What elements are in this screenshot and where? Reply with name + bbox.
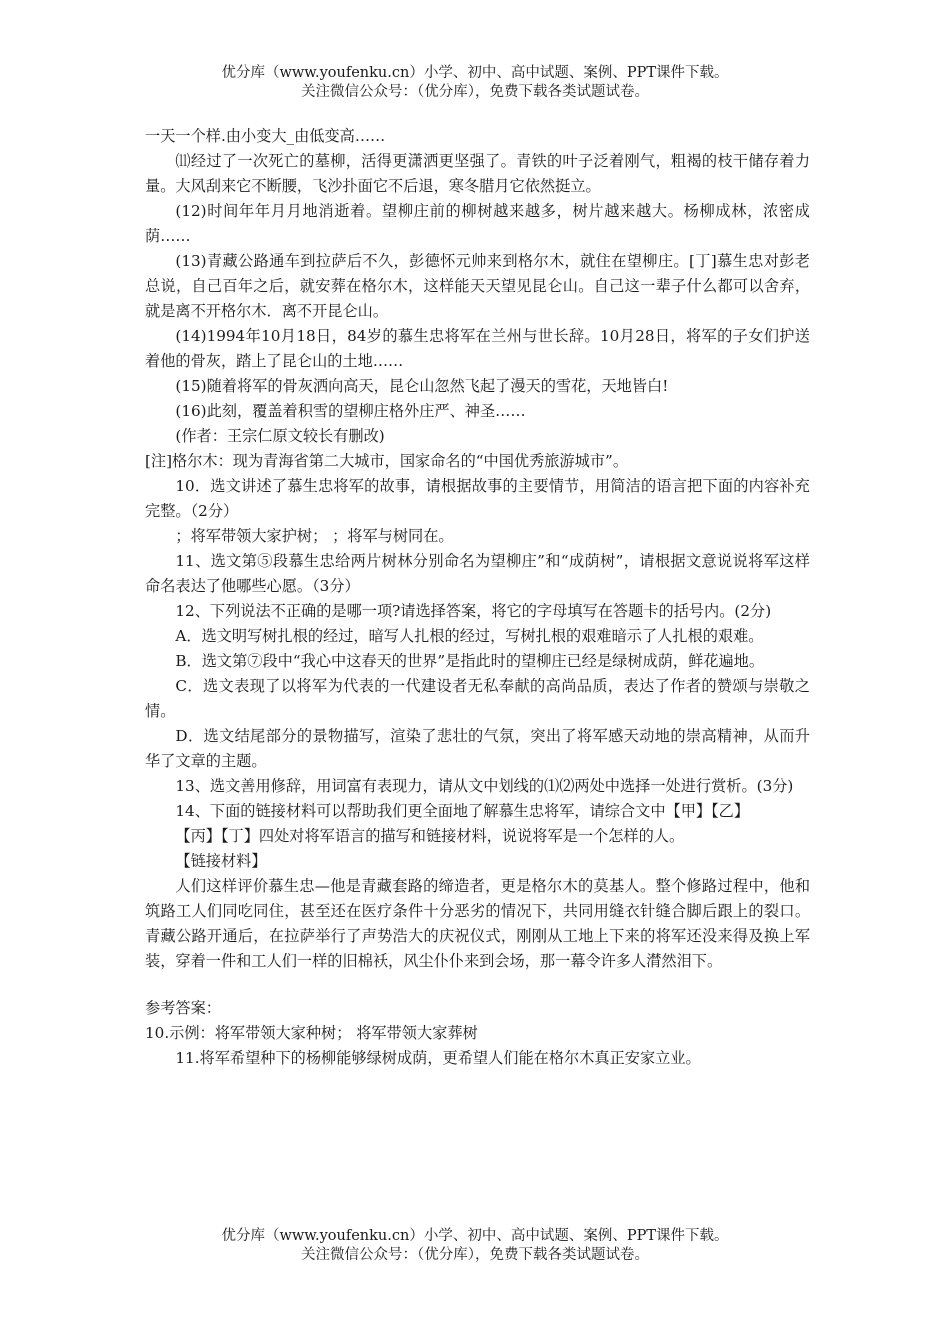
page-footer xyxy=(0,1227,950,1265)
answers-title: 参考答案： xyxy=(145,999,221,1017)
header-line-1: 优分库（www.youfenku.cn）小学、初中、高中试题、案例、PPT课件下载。 xyxy=(221,65,729,81)
question-12-option-c: C．选文表现了以将军为代表的一代建设者无私奉献的高尚品质，表达了作者的赞颂与崇敬之情。 xyxy=(145,677,810,720)
passage-paragraph-15: (15)随着将军的骨灰洒向高天，昆仑山忽然飞起了漫天的雪花，天地皆白! xyxy=(175,377,669,395)
header-line-2: 关注微信公众号：（优分库），免费下载各类试题试卷。 xyxy=(301,84,649,100)
link-material-title: 【链接材料】 xyxy=(175,852,267,870)
passage-paragraph-11: ⑾经过了一次死亡的墓柳，活得更潇洒更坚强了。青铁的叶子泛着刚气，粗褐的枝干储存着力量。大风刮来它不断腰，飞沙扑面它不后退，寒冬腊月它依然挺立。 xyxy=(145,152,810,195)
answer-11: 11.将军希望种下的杨柳能够绿树成荫，更希望人们能在格尔木真正安家立业。 xyxy=(175,1049,701,1067)
passage-paragraph-13: (13)青藏公路通车到拉萨后不久，彭德怀元帅来到格尔木，就住在望柳庄。[丁]慕生忠对彭老总说，自己百年之后，就安葬在格尔木，这样能天天望见昆仑山。自己这一辈子什么都可以舍弃，就是离不开格尔木．离不开昆仑山。 xyxy=(145,252,810,320)
passage-paragraph-14: (14)1994年10月18日，84岁的慕生忠将军在兰州与世长辞。10月28日，将军的子女们护送着他的骨灰，踏上了昆仑山的土地…… xyxy=(145,327,810,370)
passage-paragraph-16: (16)此刻，覆盖着积雪的望柳庄格外庄严、神圣…… xyxy=(175,402,526,420)
question-12-option-a: A．选文明写树扎根的经过，暗写人扎根的经过，写树扎根的艰难暗示了人扎根的艰难。 xyxy=(175,627,764,645)
question-11: 11、选文第⑤段慕生忠给两片树林分别命名为望柳庄”和“成荫树”，请根据文意说说将军这样命名表达了他哪些心愿。（3分） xyxy=(145,552,810,595)
question-13: 13、选文善用修辞，用词富有表现力，请从文中划线的⑴⑵两处中选择一处进行赏析。(3分) xyxy=(175,777,794,795)
question-12-option-d: D．选文结尾部分的景物描写，渲染了悲壮的气氛，突出了将军感天动地的崇高精神，从而升华了文章的主题。 xyxy=(145,727,810,770)
question-10: 10．选文讲述了慕生忠将军的故事，请根据故事的主要情节，用简洁的语言把下面的内容补充完整。（2分） xyxy=(145,477,810,520)
question-12-option-b: B．选文第⑦段中“我心中这春天的世界”是指此时的望柳庄已经是绿树成荫，鲜花遍地。 xyxy=(175,652,765,670)
page-header xyxy=(0,64,950,102)
passage-line: 一天一个样.由小变大_由低变高…… xyxy=(145,127,386,145)
question-12: 12、下列说法不正确的是哪一项?请选择答案，将它的字母填写在答题卡的括号内。(2分) xyxy=(175,602,772,620)
note: [注]格尔木：现为青海省第二大城市，国家命名的“中国优秀旅游城市”。 xyxy=(145,452,629,470)
question-14: 14、下面的链接材料可以帮助我们更全面地了解慕生忠将军，请综合文中【甲】【乙】 xyxy=(175,802,750,820)
footer-line-1: 优分库（www.youfenku.cn）小学、初中、高中试题、案例、PPT课件下载。 xyxy=(221,1228,729,1244)
footer-line-2: 关注微信公众号：（优分库），免费下载各类试题试卷。 xyxy=(301,1247,649,1263)
document-body xyxy=(145,124,810,1071)
question-14-continued: 【丙】【丁】四处对将军语言的描写和链接材料，说说将军是一个怎样的人。 xyxy=(175,827,685,845)
link-material-text: 人们这样评价慕生忠—他是青藏套路的缔造者，更是格尔木的莫基人。整个修路过程中，他和筑路工人们同吃同住，甚至还在医疗条件十分恶劣的情况下，共同用缝衣针缝合脚后跟上的裂口。青藏公路开通后，在拉萨举行了声势浩大的庆祝仪式，刚刚从工地上下来的将军还没来得及换上军装，穿着一件和工人们一样的旧棉袄，风尘仆仆来到会场，那一幕令许多人潸然泪下。 xyxy=(145,877,810,970)
author-credit: (作者：王宗仁原文较长有删改) xyxy=(175,427,385,445)
answer-10: 10.示例：将军带领大家种树； 将军带领大家葬树 xyxy=(145,1024,478,1042)
question-10-blank: ；将军带领大家护树； ；将军与树同在。 xyxy=(175,527,454,545)
passage-paragraph-12: (12)时间年年月月地消逝着。望柳庄前的柳树越来越多，树片越来越大。杨柳成林，浓密成荫…… xyxy=(145,202,810,245)
